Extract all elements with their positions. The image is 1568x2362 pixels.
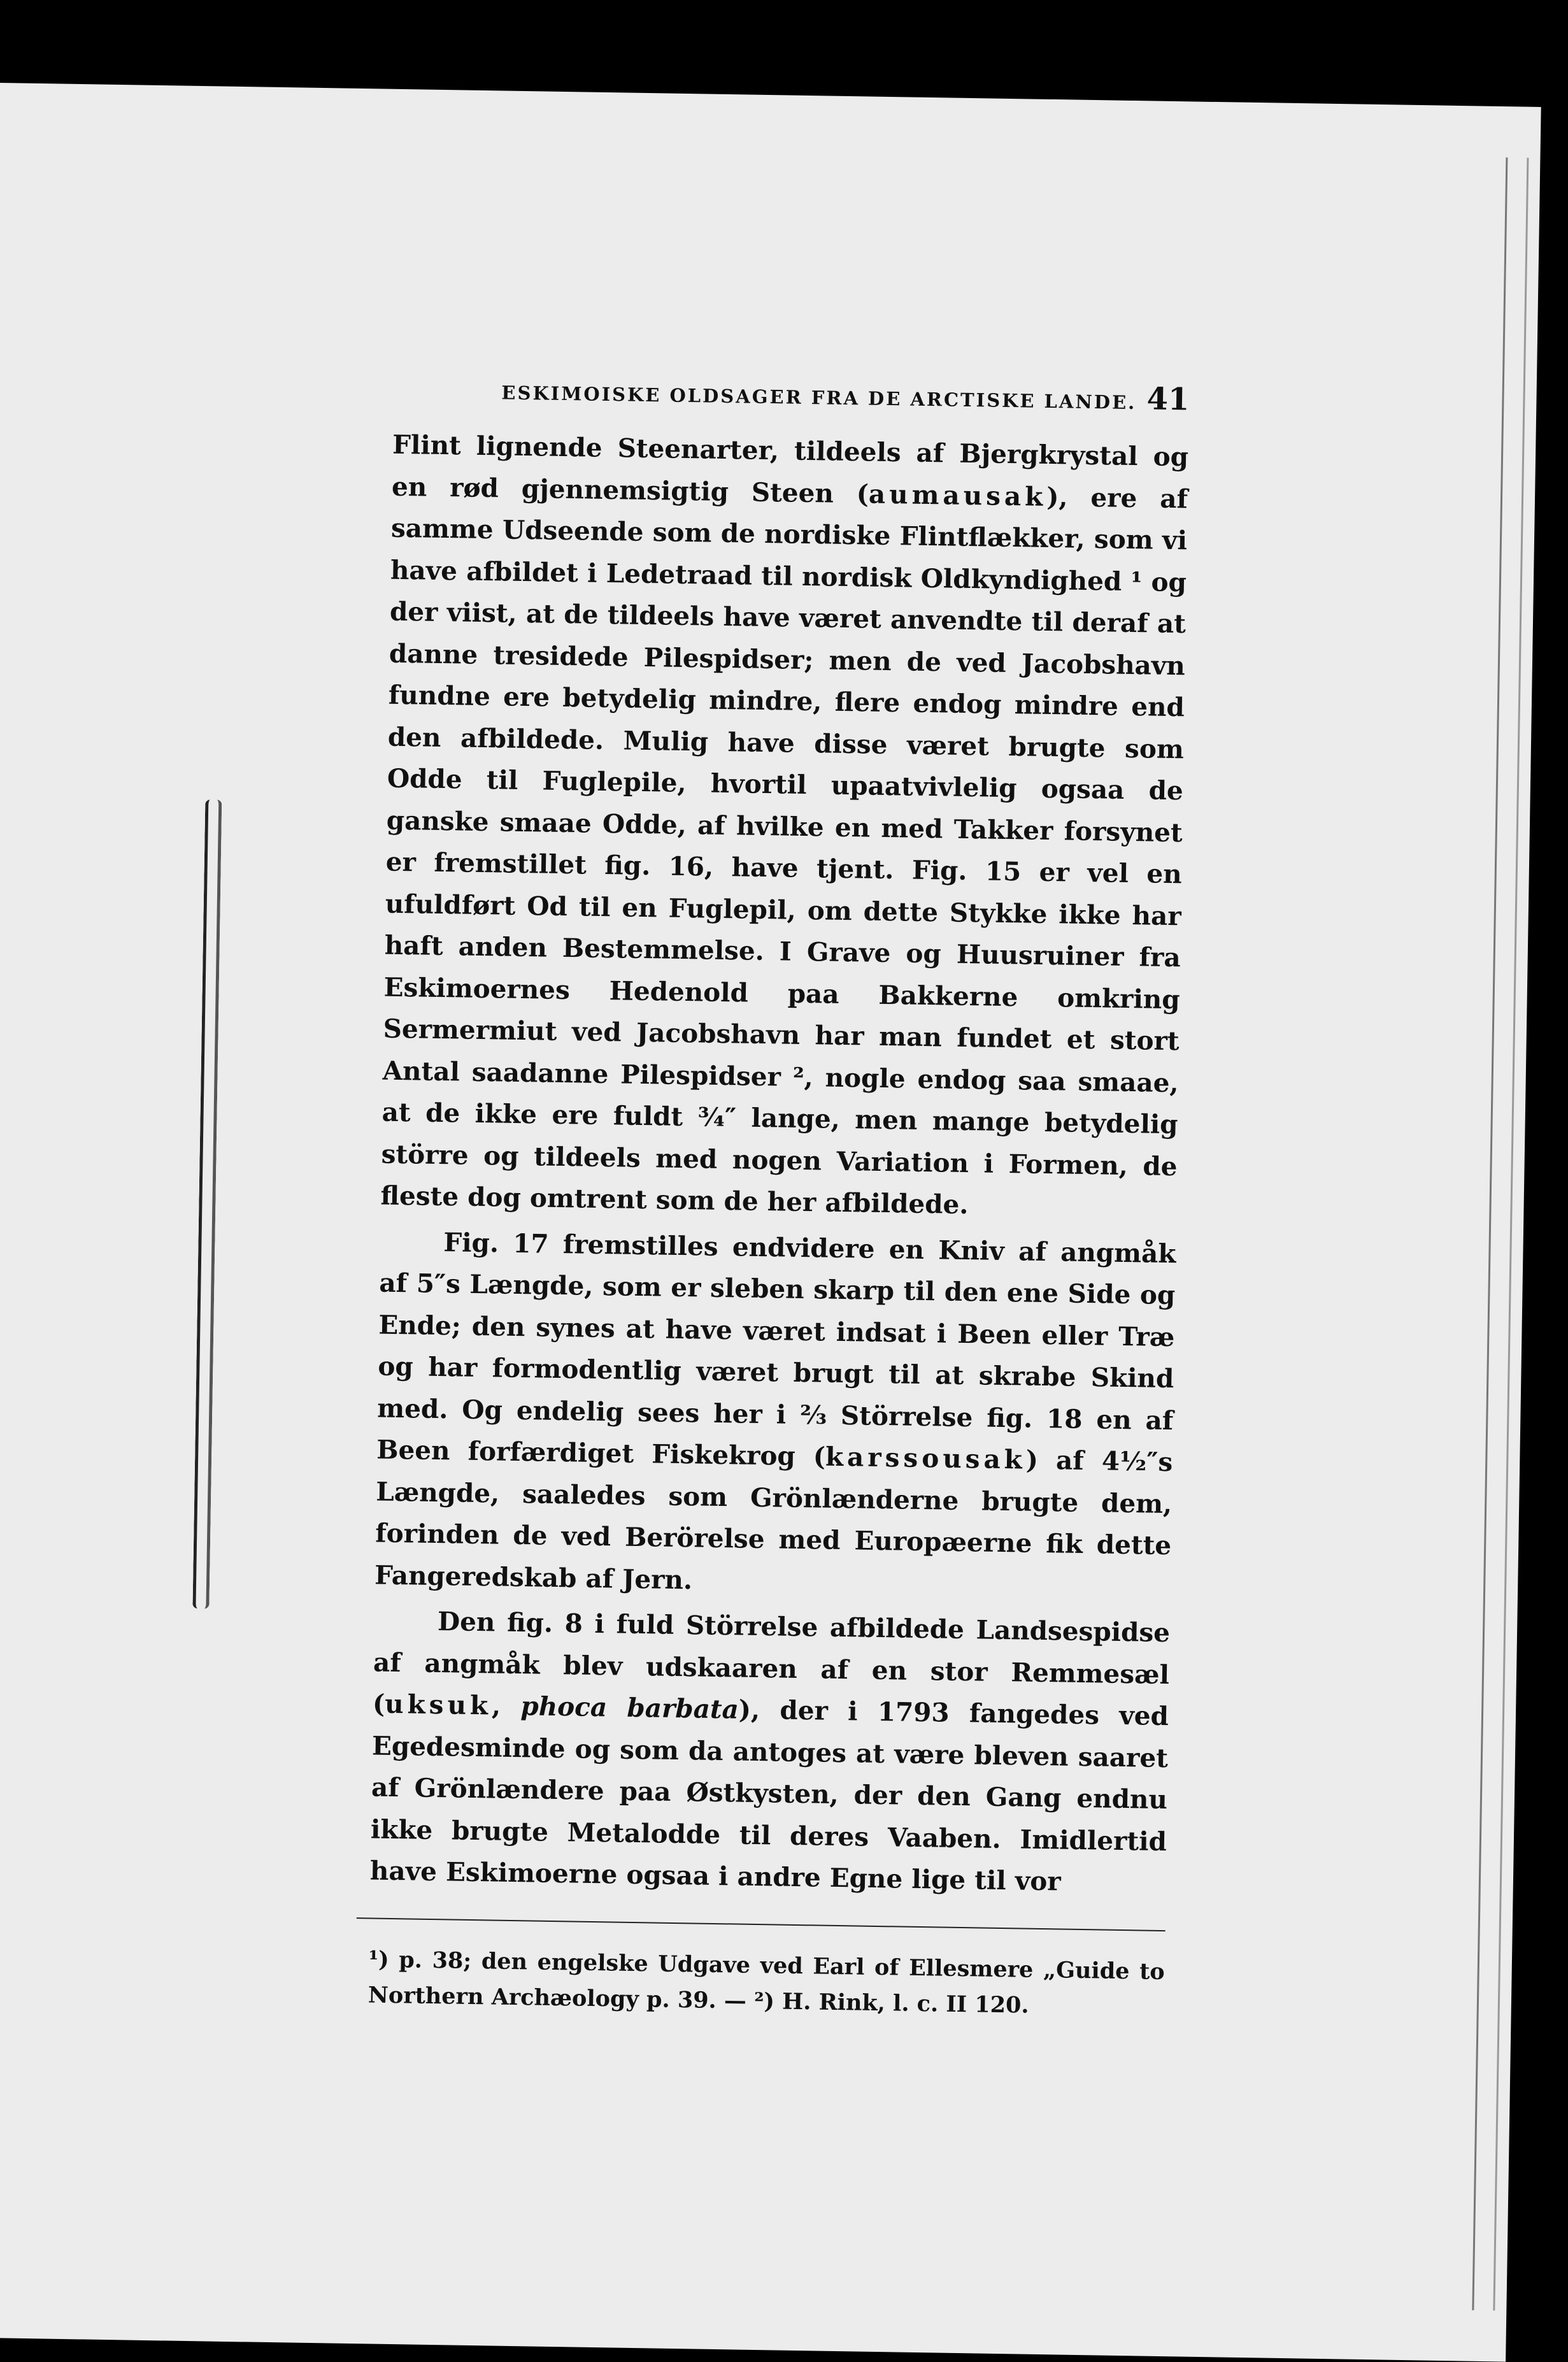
paragraph-2-lead: Fig. 17 fremstilles endvidere en Kniv af angmåk af 5″s Længde, som er sleben skarp til den ene Side og Ende; den synes at have været indsat i Been eller Træ og har formodentlig været brugt til at skrabe Skind med. Og endelig sees her i ⅔ Störrelse fig. 18 en af Been forfærdiget Fiskekrog (	[376, 1226, 1176, 1472]
binding-thread	[192, 799, 222, 1608]
page-content	[367, 369, 1189, 2026]
paragraph-2	[374, 1220, 1176, 1608]
footnotes: ¹) p. 38; den engelske Udgave ved Earl of Ellesmere „Guide to Northern Archæology p. 39. — ²) H. Rink, l. c. II 120.	[367, 1945, 1165, 2019]
paragraph-3-term: uksuk	[384, 1688, 492, 1721]
paragraph-1-term: aumausak	[868, 478, 1047, 512]
paragraph-1	[380, 424, 1188, 1229]
paragraph-1-rest: ), ere af samme Udseende som de nordiske Flintflækker, som vi have afbildet i Ledetraad til nordisk Oldkyndighed ¹ og der viist, at de tildeels have været anvendte til deraf at danne tresidede Pilespidser; men de ved Jacobshavn fundne ere betydelig mindre, flere endog mindre end den afbildede. Mulig have disse været brugte som Odde til Fuglepile, hvortil upaatvivlelig ogsaa de ganske smaae Odde, af hvilke en med Takker forsynet er fremstillet fig. 16, have tjent. Fig. 15 er vel en ufuldført Od til en Fuglepil, om dette Stykke ikke har haft anden Bestemmelse. I Grave og Huusruiner fra Eskimoernes Hedenold paa Bakkerne omkring Sermermiut ved Jacobshavn har man fundet et stort Antal saadanne Pilespidser ², nogle endog saa smaae, at de ikke ere fuldt ¾″ lange, men mange betydelig större og tildeels med nogen Variation i Formen, de fleste dog omtrent som de her afbildede.	[380, 481, 1188, 1220]
paragraph-3-italic: phoca barbata	[520, 1691, 739, 1725]
footnote-rule	[357, 1917, 1165, 1931]
page-number: 41	[1146, 381, 1190, 418]
paragraph-3-lead: Den fig. 8 i fuld Störrelse afbildede Landsespidse af angmåk blev udskaaren af en stor Remmesæl (	[372, 1606, 1171, 1719]
page-edge	[1472, 157, 1529, 2310]
paragraph-2-term: karssousak	[825, 1441, 1027, 1475]
paragraph-1-lead: Flint lignende Steenarter, tildeels af Bjergkrystal og en rød gjennemsigtig Steen (	[391, 429, 1189, 510]
paragraph-3-rest: ), der i 1793 fangedes ved Egedesminde og som da antoges at være bleven saaret af Grönlændere paa Østkysten, der den Gang endnu ikke brugte Metalodde til deres Vaaben. Imidlertid have Eskimoerne ogsaa i andre Egne lige til vor	[369, 1694, 1169, 1897]
running-title: ESKIMOISKE OLDSAGER FRA DE ARCTISKE LANDE.	[501, 382, 1137, 414]
paragraph-3	[369, 1600, 1170, 1905]
book-page	[0, 83, 1541, 2362]
page-header	[393, 369, 1190, 418]
paragraph-3-sep: ,	[491, 1690, 521, 1722]
paragraph-2-rest: ) af 4½″s Længde, saaledes som Grönlænderne brugte dem, forinden de ved Berörelse med Europæerne fik dette Fangeredskab af Jern.	[374, 1444, 1173, 1595]
